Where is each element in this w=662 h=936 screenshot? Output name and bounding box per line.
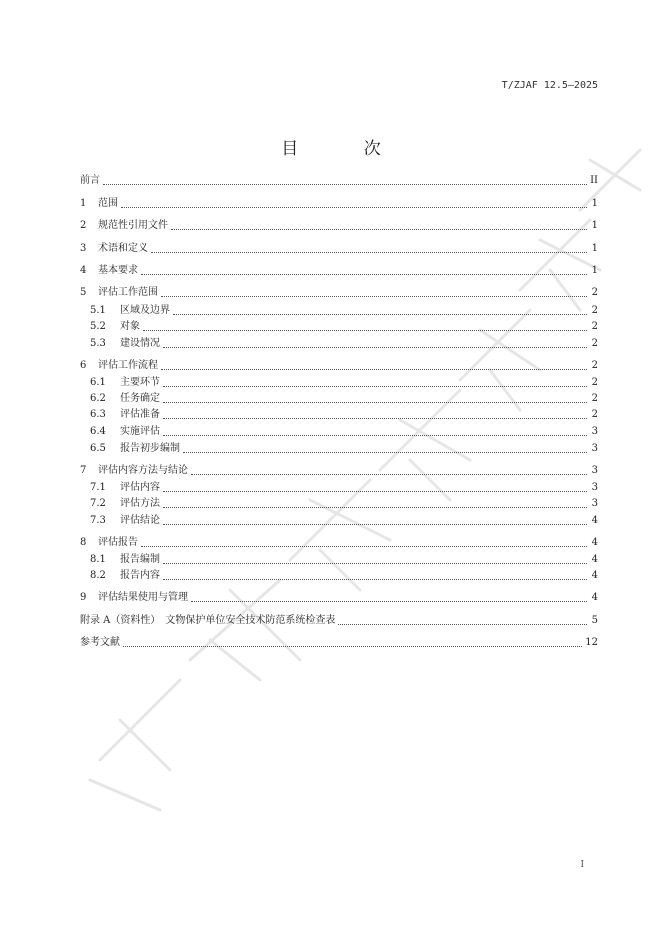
toc-entry-page: 2 — [591, 321, 598, 332]
toc-entry-number: 7.1 — [90, 482, 106, 493]
toc-entry-page: 1 — [591, 198, 598, 209]
dot-leader — [163, 562, 587, 564]
toc-entry-number: 7.2 — [90, 498, 106, 509]
toc-entry-number: 6.1 — [90, 377, 106, 388]
toc-entry-page: 1 — [591, 220, 598, 231]
toc-entry-label: 规范性引用文件 — [98, 220, 168, 231]
toc-entry-label: 评估工作范围 — [98, 287, 158, 298]
dot-leader — [338, 623, 587, 625]
toc-entry-label: 评估报告 — [98, 537, 138, 548]
toc-entry-label: 参考文献 — [80, 637, 120, 648]
toc-entry-number: 1 — [80, 198, 87, 209]
toc-entry[interactable] — [80, 511, 598, 527]
toc-entry-label: 前言 — [80, 175, 100, 186]
dot-leader — [141, 545, 587, 547]
toc-entry-page: 2 — [591, 393, 598, 404]
toc-entry-page: 3 — [591, 498, 598, 509]
toc-entry[interactable] — [80, 216, 598, 232]
toc-entry-page: 3 — [591, 482, 598, 493]
dot-leader — [173, 313, 587, 315]
toc-entry[interactable] — [80, 389, 598, 405]
toc-entry-page: 3 — [591, 443, 598, 454]
toc-entry-label: 范围 — [98, 198, 118, 209]
toc-entry-number: 9 — [80, 592, 87, 603]
toc-entry[interactable] — [80, 461, 598, 477]
toc-entry-number: 8.2 — [90, 570, 106, 581]
toc-entry[interactable] — [80, 317, 598, 333]
toc-entry-page: 2 — [591, 409, 598, 420]
toc-entry[interactable] — [80, 373, 598, 389]
toc-entry-label: 术语和定义 — [98, 243, 148, 254]
toc-entry-page: 2 — [591, 338, 598, 349]
dot-leader — [103, 183, 587, 185]
toc-entry-label: 实施评估 — [120, 426, 160, 437]
toc-entry-label: 评估工作流程 — [98, 360, 158, 371]
toc-entry-page: 2 — [591, 360, 598, 371]
toc-entry-label: 评估内容方法与结论 — [98, 465, 188, 476]
toc-entry-number: 2 — [80, 220, 87, 231]
dot-leader — [183, 451, 587, 453]
toc-entry-page: 2 — [591, 377, 598, 388]
dot-leader — [151, 251, 587, 253]
toc-entry-page: 12 — [585, 637, 598, 648]
toc-entry[interactable] — [80, 611, 598, 627]
toc-entry[interactable] — [80, 422, 598, 438]
dot-leader — [191, 600, 587, 602]
toc-entry-number: 6.2 — [90, 393, 106, 404]
toc-entry[interactable] — [80, 550, 598, 566]
dot-leader — [141, 273, 587, 275]
dot-leader — [143, 329, 587, 331]
dot-leader — [163, 401, 587, 403]
toc-entry-label: 评估内容 — [120, 482, 160, 493]
dot-leader — [163, 385, 587, 387]
toc-entry-label: 评估方法 — [120, 498, 160, 509]
dot-leader — [191, 473, 587, 475]
toc-entry-page: 3 — [591, 465, 598, 476]
toc-entry-page: 4 — [591, 515, 598, 526]
toc-entry[interactable] — [80, 283, 598, 299]
toc-entry-page: 2 — [591, 287, 598, 298]
toc-entry-label: 报告内容 — [120, 570, 160, 581]
toc-entry-label: 报告初步编制 — [120, 443, 180, 454]
dot-leader — [163, 490, 587, 492]
toc-entry-label: 报告编制 — [120, 554, 160, 565]
dot-leader — [161, 295, 587, 297]
toc-entry-page: II — [590, 175, 598, 186]
toc-entry-number: 5.1 — [90, 305, 106, 316]
toc-entry-label: 主要环节 — [120, 377, 160, 388]
toc-entry[interactable] — [80, 588, 598, 604]
toc-title: 目 次 — [281, 139, 411, 159]
toc-entry[interactable] — [80, 356, 598, 372]
toc-entry-number: 8.1 — [90, 554, 106, 565]
toc-entry-number: 7 — [80, 465, 87, 476]
dot-leader — [163, 346, 587, 348]
toc-entry-label: 区域及边界 — [120, 305, 170, 316]
toc-entry-label: 评估结果使用与管理 — [98, 592, 188, 603]
toc-entry-label: 评估准备 — [120, 409, 160, 420]
toc-entry[interactable] — [80, 301, 598, 317]
toc-entry-number: 6.4 — [90, 426, 106, 437]
toc-entry[interactable] — [80, 478, 598, 494]
toc-entry-label: 评估结论 — [120, 515, 160, 526]
toc-entry-number: 8 — [80, 537, 87, 548]
toc-entry-page: 3 — [591, 426, 598, 437]
toc-entry-page: 2 — [591, 305, 598, 316]
toc-entry-label: 对象 — [120, 321, 140, 332]
toc-entry-page: 4 — [591, 537, 598, 548]
toc-entry[interactable] — [80, 405, 598, 421]
document-id: T/ZJAF 12.5—2025 — [501, 80, 598, 91]
dot-leader — [163, 417, 587, 419]
toc-entry[interactable] — [80, 494, 598, 510]
toc-entry-page: 1 — [591, 243, 598, 254]
dot-leader — [123, 645, 582, 647]
toc-entry-label: 建设情况 — [120, 338, 160, 349]
dot-leader — [163, 506, 587, 508]
toc-entry[interactable] — [80, 334, 598, 350]
toc-entry[interactable] — [80, 194, 598, 210]
dot-leader — [171, 228, 587, 230]
toc-entry[interactable] — [80, 633, 598, 649]
toc-entry-label: 任务确定 — [120, 393, 160, 404]
dot-leader — [121, 206, 587, 208]
toc-entry[interactable] — [80, 566, 598, 582]
toc-entry-number: 5.2 — [90, 321, 106, 332]
toc-entry[interactable] — [80, 239, 598, 255]
toc-entry-page: 4 — [591, 570, 598, 581]
toc-entry-number: 6.5 — [90, 443, 106, 454]
toc-entry-page: 5 — [591, 615, 598, 626]
toc-entry-page: 4 — [591, 554, 598, 565]
toc-entry[interactable] — [80, 439, 598, 455]
dot-leader — [163, 434, 587, 436]
toc-entry[interactable] — [80, 261, 598, 277]
dot-leader — [163, 578, 587, 580]
page-number: I — [580, 860, 584, 870]
toc-entry[interactable] — [80, 533, 598, 549]
toc-entry-page: 1 — [591, 265, 598, 276]
toc-entry-number: 3 — [80, 243, 87, 254]
toc-entry-page: 4 — [591, 592, 598, 603]
toc-entry-number: 5 — [80, 287, 87, 298]
toc-entry-label: 基本要求 — [98, 265, 138, 276]
toc-entry-number: 4 — [80, 265, 87, 276]
toc-entry-number: 7.3 — [90, 515, 106, 526]
dot-leader — [161, 368, 587, 370]
toc-entry-label: 附录 A（资料性） 文物保护单位安全技术防范系统检查表 — [80, 615, 336, 626]
toc-entry-number: 6.3 — [90, 409, 106, 420]
dot-leader — [163, 523, 587, 525]
toc-entry[interactable] — [80, 171, 598, 187]
toc-entry-number: 5.3 — [90, 338, 106, 349]
toc-entry-number: 6 — [80, 360, 87, 371]
